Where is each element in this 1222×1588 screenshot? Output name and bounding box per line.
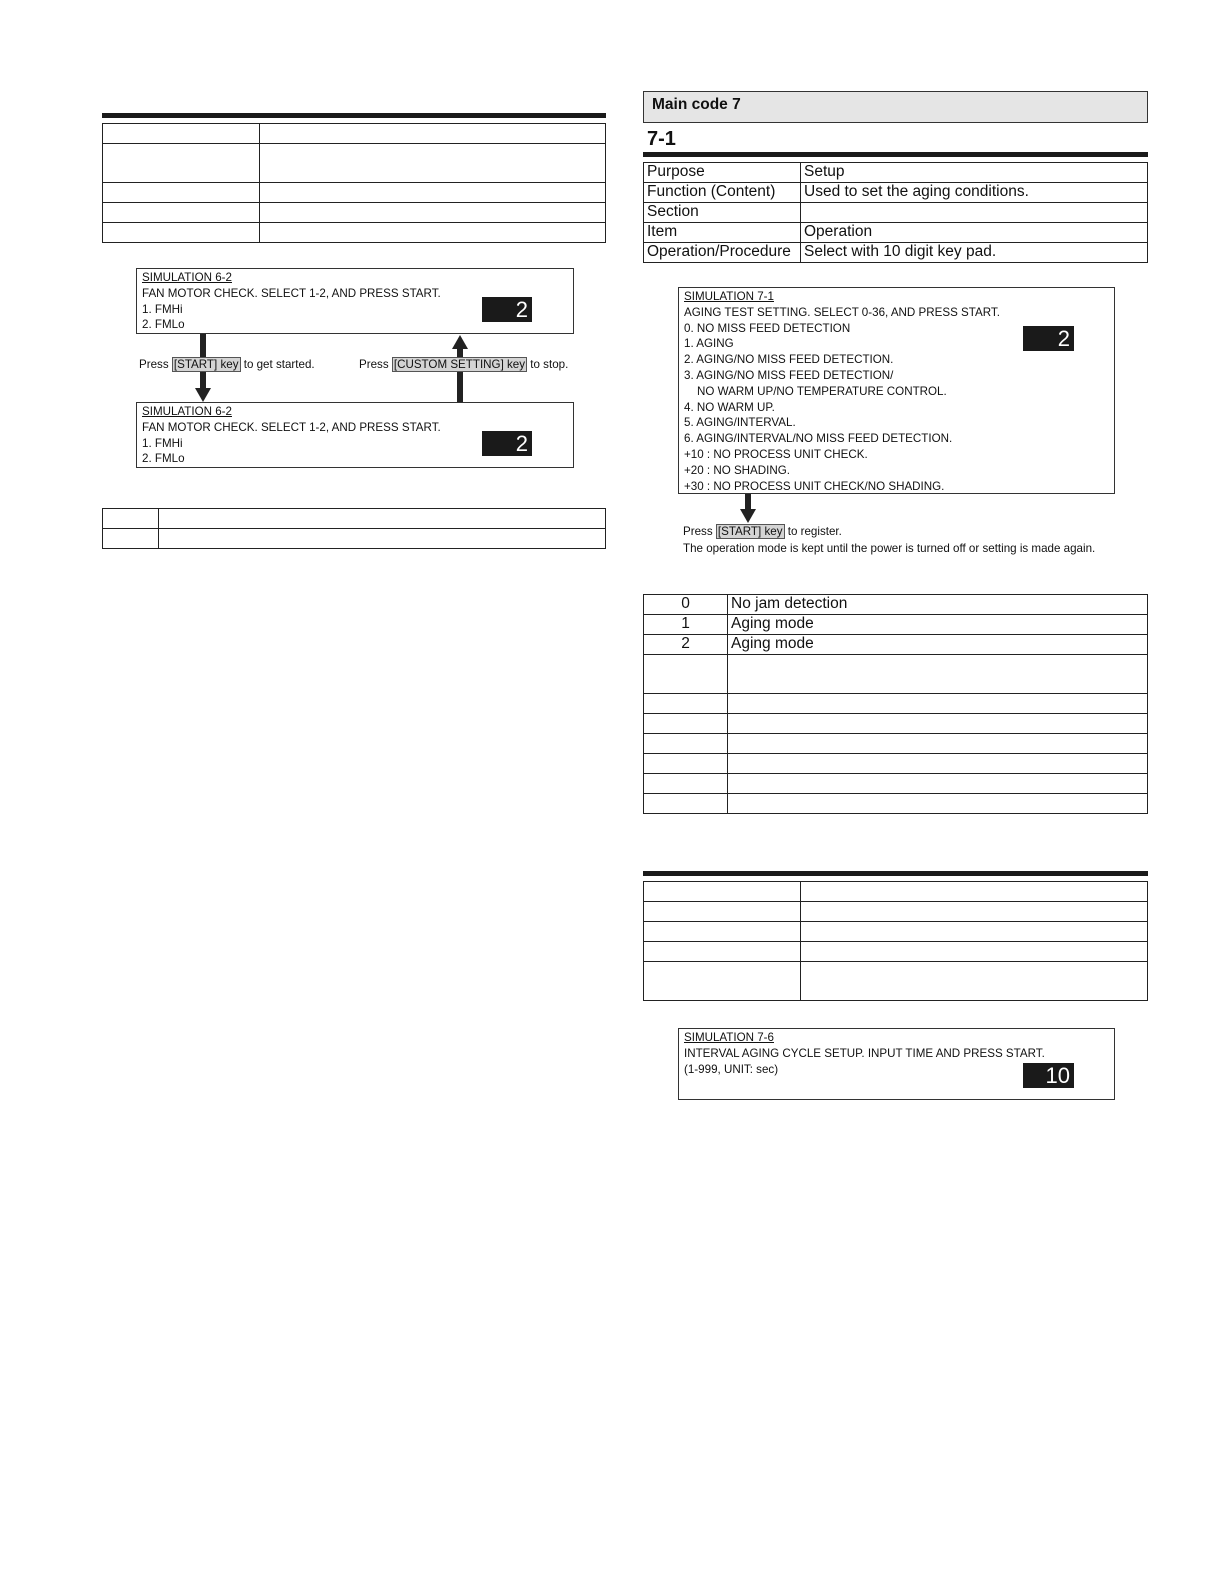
table-row: [644, 694, 1148, 714]
table-row: [644, 734, 1148, 754]
table-row: [644, 163, 1148, 183]
row-value: Select with 10 digit key pad.: [801, 243, 1148, 263]
row-value: Used to set the aging conditions.: [801, 183, 1148, 203]
table-row: [644, 714, 1148, 734]
simulation-title: SIMULATION 7-1: [684, 290, 774, 303]
table-row: [103, 203, 606, 223]
mode-code: 2: [644, 635, 728, 655]
simulation-line: FAN MOTOR CHECK. SELECT 1-2, AND PRESS START.: [142, 420, 441, 434]
mode-description: No jam detection: [728, 595, 1148, 615]
register-instruction: Press [START] key to register.: [683, 525, 842, 538]
table-row: [644, 962, 1148, 1001]
row-label: Operation/Procedure: [644, 243, 801, 263]
row-label: Item: [644, 223, 801, 243]
arrow-down-icon: [195, 388, 211, 402]
row-label: Purpose: [644, 163, 801, 183]
info-table-left: [102, 123, 606, 243]
table-row: [644, 615, 1148, 635]
value-display: 2: [482, 431, 532, 456]
row-value: Setup: [801, 163, 1148, 183]
row-label: Section: [644, 203, 801, 223]
table-row: [644, 183, 1148, 203]
section-rule-right-2: [643, 871, 1148, 876]
arrow-up-icon: [452, 335, 468, 349]
section-rule-left: [102, 113, 606, 118]
table-row: [644, 882, 1148, 902]
simulation-line: 2. FMLo: [142, 318, 185, 332]
mode-code: 0: [644, 595, 728, 615]
start-key-label: [START] key: [717, 525, 783, 538]
table-row: [644, 243, 1148, 263]
simulation-line: NO WARM UP/NO TEMPERATURE CONTROL.: [697, 384, 947, 398]
simulation-line: 4. NO WARM UP.: [684, 400, 775, 414]
start-instruction: Press [START] key to get started.: [139, 358, 315, 371]
simulation-line: 1. FMHi: [142, 436, 183, 450]
simulation-line: (1-999, UNIT: sec): [684, 1062, 779, 1076]
section-heading: 7-1: [647, 128, 676, 150]
table-row: [103, 144, 606, 183]
simulation-line: +30 : NO PROCESS UNIT CHECK/NO SHADING.: [684, 479, 945, 493]
row-value: [801, 203, 1148, 223]
table-row: [644, 754, 1148, 774]
simulation-line: AGING TEST SETTING. SELECT 0-36, AND PRESS START.: [684, 305, 1000, 319]
simulation-title: SIMULATION 6-2: [142, 271, 232, 284]
start-key-label: [START] key: [173, 358, 239, 371]
custom-setting-key-label: [CUSTOM SETTING] key: [393, 358, 526, 371]
arrow-down-shaft: [745, 494, 751, 510]
simulation-line: 3. AGING/NO MISS FEED DETECTION/: [684, 368, 894, 382]
simulation-line: 2. FMLo: [142, 452, 185, 466]
table-row: [103, 509, 606, 529]
mode-description: Aging mode: [728, 635, 1148, 655]
table-row: [644, 794, 1148, 814]
simulation-line: 1. AGING: [684, 337, 734, 351]
mode-table-7-1: [643, 594, 1148, 814]
simulation-title: SIMULATION 6-2: [142, 405, 232, 418]
table-row: [644, 902, 1148, 922]
simulation-display-7-1: [678, 287, 1115, 494]
info-table-7-6: [643, 881, 1148, 1001]
table-row: [644, 223, 1148, 243]
simulation-line: INTERVAL AGING CYCLE SETUP. INPUT TIME AND PRESS START.: [684, 1046, 1045, 1060]
stop-instruction: Press [CUSTOM SETTING] key to stop.: [359, 358, 569, 371]
mode-kept-note: The operation mode is kept until the power is turned off or setting is made again.: [683, 542, 1096, 555]
mode-description: Aging mode: [728, 615, 1148, 635]
simulation-line: 2. AGING/NO MISS FEED DETECTION.: [684, 353, 894, 367]
table-row: [103, 529, 606, 549]
section-rule-right: [643, 152, 1148, 157]
simulation-line: 1. FMHi: [142, 302, 183, 316]
value-display: 10: [1023, 1063, 1074, 1088]
table-row: [644, 942, 1148, 962]
main-code-header: Main code 7: [643, 91, 1148, 123]
row-value: Operation: [801, 223, 1148, 243]
simulation-line: 0. NO MISS FEED DETECTION: [684, 321, 851, 335]
simulation-line: +20 : NO SHADING.: [684, 463, 790, 477]
table-row: [644, 595, 1148, 615]
table-row: [644, 655, 1148, 694]
value-display: 2: [1023, 326, 1074, 351]
table-row: [644, 203, 1148, 223]
table-row: [644, 922, 1148, 942]
table-row: [103, 183, 606, 203]
simulation-title: SIMULATION 7-6: [684, 1031, 774, 1044]
simulation-line: 5. AGING/INTERVAL.: [684, 416, 796, 430]
table-row: [644, 635, 1148, 655]
mode-code: 1: [644, 615, 728, 635]
value-display: 2: [482, 297, 532, 322]
table-row: [644, 774, 1148, 794]
simulation-line: 6. AGING/INTERVAL/NO MISS FEED DETECTION.: [684, 432, 953, 446]
simulation-line: FAN MOTOR CHECK. SELECT 1-2, AND PRESS START.: [142, 286, 441, 300]
arrow-down-icon: [740, 509, 756, 523]
row-label: Function (Content): [644, 183, 801, 203]
mode-table-left: [102, 508, 606, 549]
info-table-7-1: [643, 162, 1148, 263]
simulation-line: +10 : NO PROCESS UNIT CHECK.: [684, 447, 868, 461]
table-row: [103, 223, 606, 243]
table-row: [103, 124, 606, 144]
